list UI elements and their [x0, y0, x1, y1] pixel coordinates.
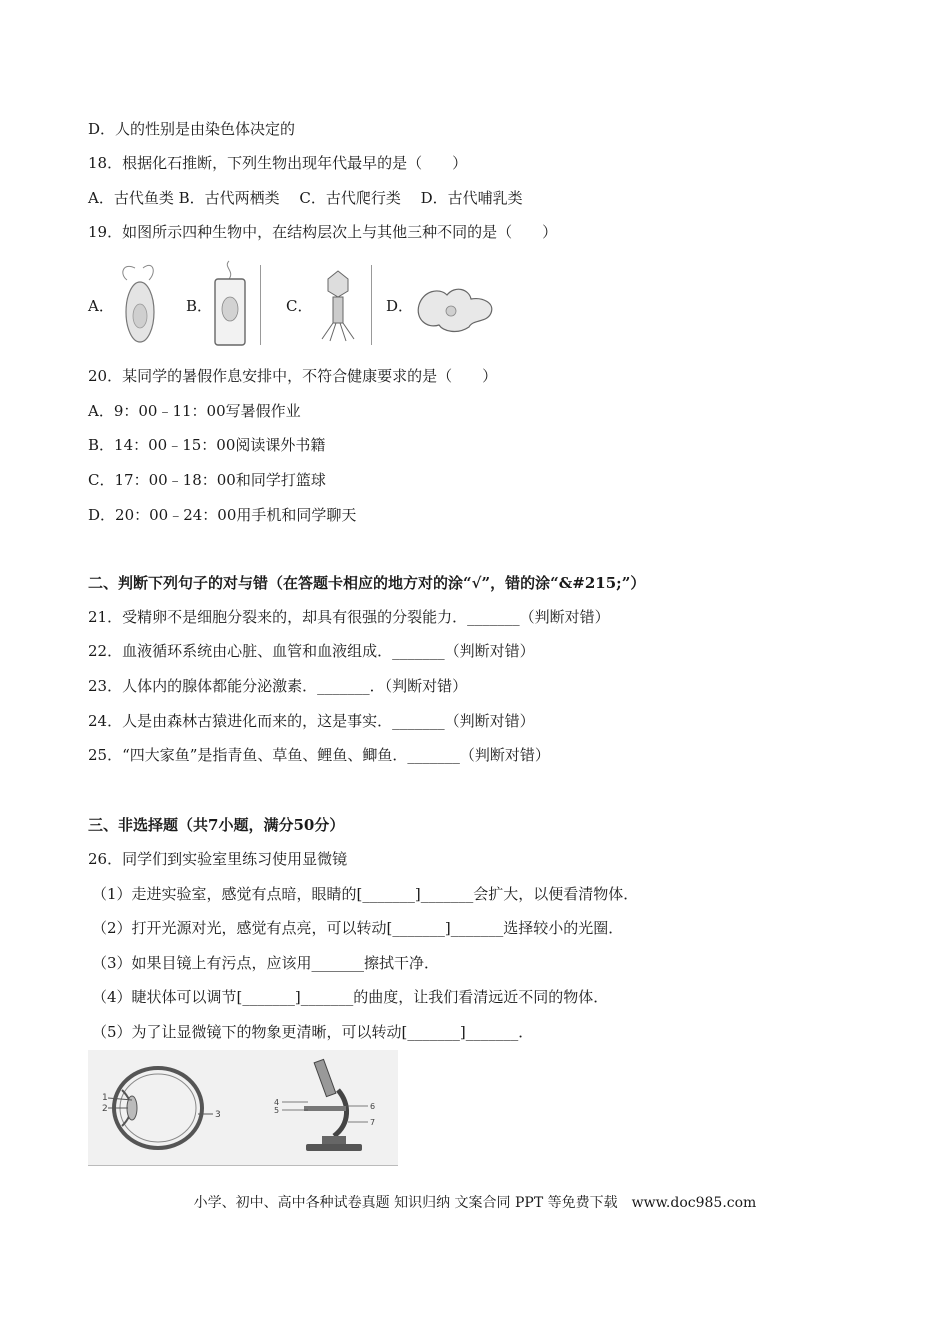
- question-26-part-1: （1）走进实验室，感觉有点暗，眼睛的[_______]_______会扩大，以便看清物体．: [92, 885, 639, 903]
- footer-text: 小学、初中、高中各种试卷真题 知识归纳 文案合同 PPT 等免费下载 www.doc985.com: [193, 1195, 757, 1211]
- microscope-label-5: 5: [274, 1106, 280, 1115]
- section-2-heading: 二、判断下列句子的对与错（在答题卡相应的地方对的涂“√”，错的涂“&#215;”）: [88, 574, 646, 592]
- question-26-part-5: （5）为了让显微镜下的物象更清晰，可以转动[_______]_______．: [92, 1023, 534, 1041]
- question-26-part-4: （4）睫状体可以调节[_______]_______的曲度，让我们看清远近不同的物体．: [92, 988, 609, 1006]
- question-19: 19．如图所示四种生物中，在结构层次上与其他三种不同的是（ ）: [88, 223, 558, 241]
- question-24: 24．人是由森林古猿进化而来的，这是事实．_______（判断对错）: [88, 712, 535, 730]
- microscope-label-6: 6: [370, 1102, 376, 1111]
- question-20: 20．某同学的暑假作息安排中，不符合健康要求的是（ ）: [88, 367, 498, 385]
- question-18: 18．根据化石推断，下列生物出现年代最早的是（ ）: [88, 154, 468, 172]
- figure-baseline: [88, 1165, 398, 1166]
- virus-icon: [316, 267, 361, 347]
- figure-divider: [260, 265, 261, 345]
- q19-label-b: B．: [186, 297, 213, 315]
- question-26-part-2: （2）打开光源对光，感觉有点亮，可以转动[_______]_______选择较小的光圈．: [92, 919, 624, 937]
- microscope-label-7: 7: [370, 1118, 376, 1127]
- question-21: 21．受精卵不是细胞分裂来的，却具有很强的分裂能力．_______（判断对错）: [88, 608, 610, 626]
- eye-label-3: 3: [215, 1110, 221, 1120]
- question-26-part-3: （3）如果目镜上有污点，应该用_______擦拭干净．: [92, 954, 440, 972]
- question-20-option-d: D．20：00﹣24：00用手机和同学聊天: [88, 506, 357, 524]
- question-18-options: A．古代鱼类 B．古代两栖类 C．古代爬行类 D．古代哺乳类: [88, 189, 523, 207]
- euglena-icon: [113, 260, 168, 350]
- amoeba-icon: [413, 283, 498, 338]
- q19-label-c: C．: [286, 297, 313, 315]
- q19-label-d: D．: [386, 297, 414, 315]
- plant-cell-icon: [211, 257, 251, 349]
- question-26: 26．同学们到实验室里练习使用显微镜: [88, 850, 348, 868]
- microscope-label-4: 4: [274, 1098, 280, 1107]
- microscope-icon: [268, 1050, 388, 1165]
- eye-label-2: 2: [102, 1104, 108, 1114]
- question-25: 25．“四大家鱼”是指青鱼、草鱼、鲤鱼、鲫鱼．_______（判断对错）: [88, 746, 550, 764]
- question-20-option-b: B．14：00﹣15：00阅读课外书籍: [88, 436, 326, 454]
- question-23: 23．人体内的腺体都能分泌激素．_______．（判断对错）: [88, 677, 468, 695]
- q19-label-a: A．: [88, 297, 114, 315]
- eye-label-1: 1: [102, 1093, 108, 1103]
- question-20-option-a: A．9：00﹣11：00写暑假作业: [88, 402, 301, 420]
- question-22: 22．血液循环系统由心脏、血管和血液组成．_______（判断对错）: [88, 642, 535, 660]
- question-19-figures: [88, 255, 508, 350]
- eye-microscope-figure: [88, 1050, 398, 1165]
- figure-divider: [371, 265, 372, 345]
- question-20-option-c: C．17：00﹣18：00和同学打篮球: [88, 471, 326, 489]
- q17-option-d: D．人的性别是由染色体决定的: [88, 120, 296, 138]
- section-3-heading: 三、非选择题（共7小题，满分50分）: [88, 816, 345, 834]
